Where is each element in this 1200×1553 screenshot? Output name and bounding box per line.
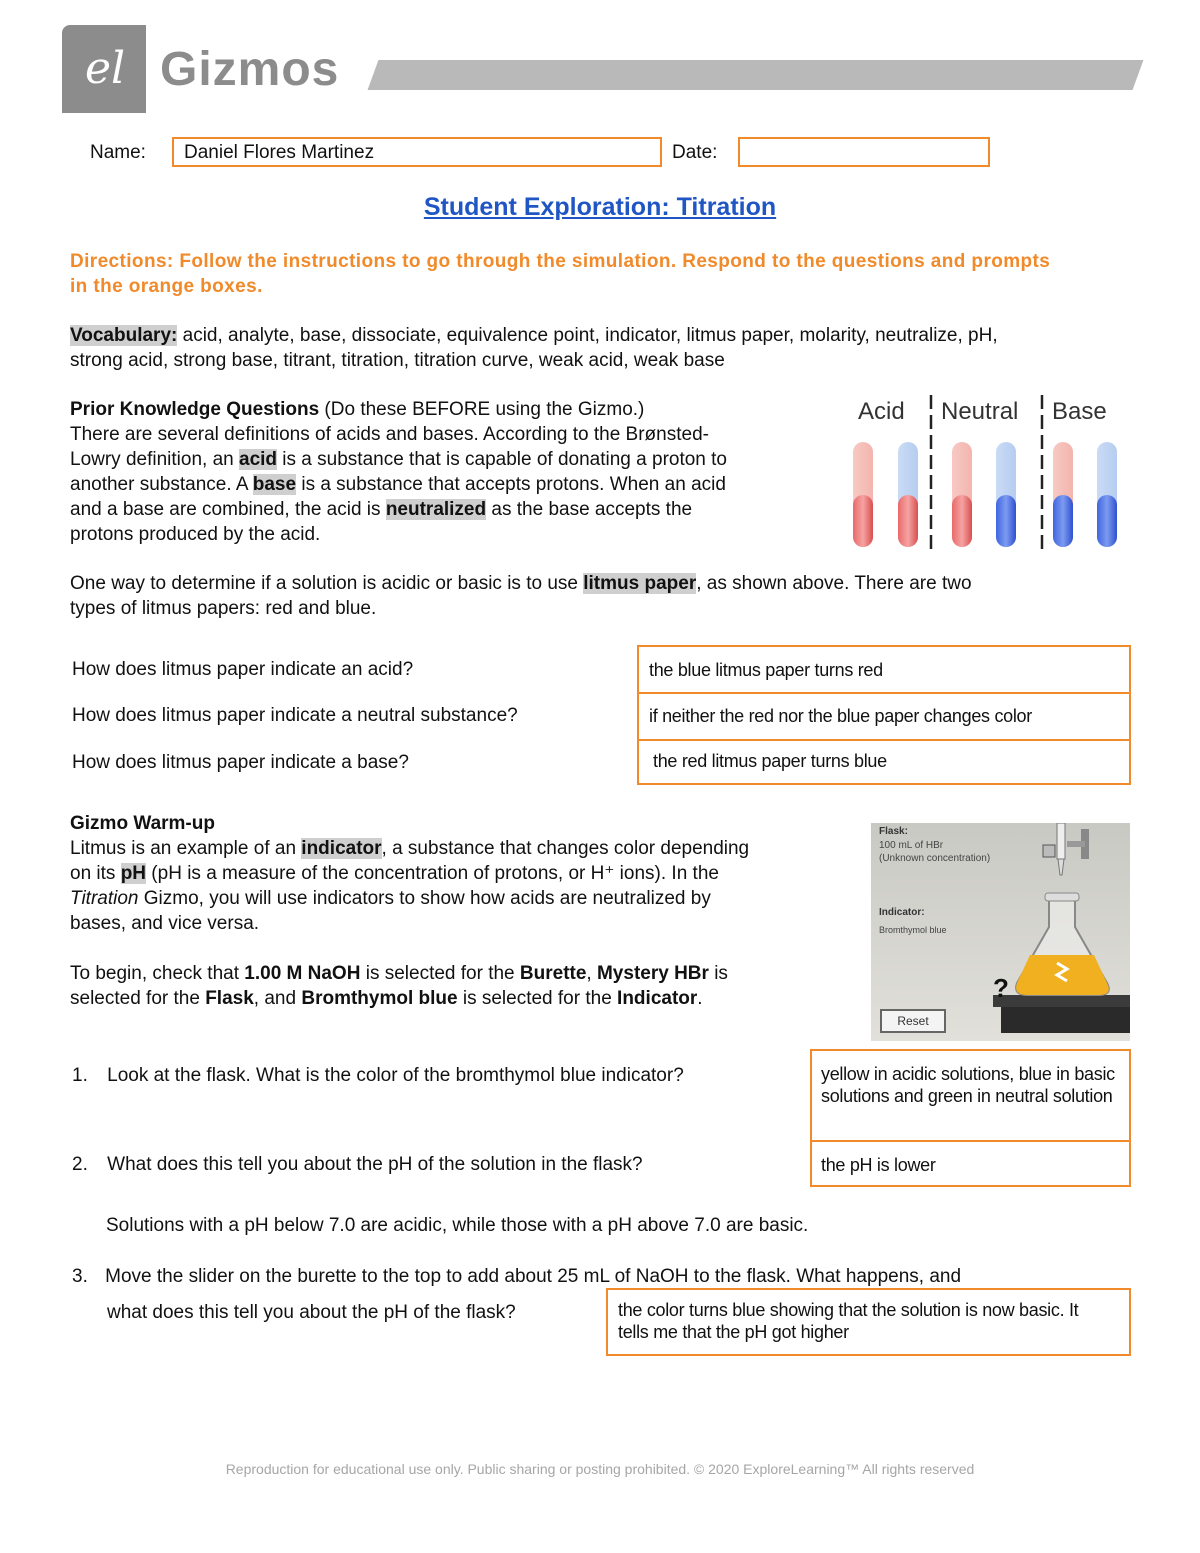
begin-line-2e: is selected for the	[457, 988, 618, 1009]
litmus-question-neutral: How does litmus paper indicate a neutral substance?	[72, 705, 518, 726]
answer-group-q1-q2	[810, 1049, 1131, 1187]
sim-flask-line-1: 100 mL of HBr	[879, 840, 944, 851]
sim-reset-button[interactable]: Reset	[880, 1009, 946, 1033]
litmus-line-1c: , as shown above. There are two	[696, 573, 972, 594]
litmus-tubes-image	[848, 390, 1124, 555]
begin-line-1e: ,	[586, 963, 597, 984]
warmup-block	[70, 811, 860, 1011]
date-label: Date:	[672, 142, 718, 163]
question-1-number: 1.	[72, 1065, 88, 1086]
stir-plate-top	[993, 995, 1130, 1007]
prior-line-2c: is a substance that is capable of donating a proton to	[277, 449, 728, 470]
titration-sim-image	[871, 823, 1130, 1041]
litmus-label-acid: Acid	[858, 398, 905, 425]
litmus-label-base: Base	[1052, 398, 1107, 425]
sim-question-mark: ?	[993, 973, 1009, 1003]
burette-stopcock	[1043, 845, 1055, 857]
term-acid: acid	[239, 449, 278, 470]
answer-litmus-acid[interactable]: the blue litmus paper turns red	[649, 660, 883, 680]
begin-line-2a: selected for the	[70, 988, 206, 1009]
litmus-paragraph	[70, 571, 1150, 621]
tube-neutral-red	[952, 442, 972, 547]
burette-tip	[1058, 859, 1064, 875]
name-label: Name:	[90, 142, 146, 163]
begin-flask: Flask	[205, 988, 254, 1009]
begin-naoh: 1.00 M NaOH	[244, 963, 361, 984]
prior-heading-note: (Do these BEFORE using the Gizmo.)	[319, 399, 645, 420]
begin-line-1c: is selected for the	[360, 963, 520, 984]
warmup-line-3b: Gizmo, you will use indicators to show how acids are neutralized by	[138, 888, 711, 909]
vocabulary-line-1: acid, analyte, base, dissociate, equivalence point, indicator, litmus paper, molarity, neutralize, pH,	[177, 325, 998, 346]
begin-line-1g: is	[708, 963, 728, 984]
page-title: Student Exploration: Titration	[423, 193, 777, 221]
term-neutralized: neutralized	[385, 499, 487, 520]
warmup-line-2a: on its	[70, 863, 121, 884]
question-2	[72, 1152, 643, 1177]
warmup-line-2c: (pH is a measure of the concentration of protons, or H⁺ ions). In the	[146, 863, 719, 884]
answer-litmus-base[interactable]: the red litmus paper turns blue	[653, 751, 887, 771]
flask-solution-yellow	[1016, 955, 1109, 995]
warmup-line-3a: Titration	[70, 888, 139, 909]
begin-burette: Burette	[519, 963, 587, 984]
prior-line-3c: is a substance that accepts protons. When an acid	[296, 474, 726, 495]
term-ph: pH	[120, 863, 147, 884]
answer-divider	[639, 692, 1129, 694]
vocabulary-block	[70, 323, 1150, 373]
question-3-text-line-1: Move the slider on the burette to the top to add about 25 mL of NaOH to the flask. What happens, and	[105, 1266, 962, 1287]
header-decor-bar	[368, 60, 1144, 90]
burette-tube	[1057, 823, 1065, 859]
term-litmus-paper: litmus paper	[583, 573, 697, 594]
vocabulary-label: Vocabulary:	[70, 325, 178, 346]
ph-note: Solutions with a pH below 7.0 are acidic, while those with a pH above 7.0 are basic.	[106, 1215, 809, 1236]
warmup-line-4: bases, and vice versa.	[70, 913, 260, 934]
term-indicator: indicator	[301, 838, 382, 859]
burette-clamp-arm	[1067, 841, 1085, 847]
term-base: base	[252, 474, 297, 495]
begin-bromthymol: Bromthymol blue	[301, 988, 458, 1009]
warmup-line-1a: Litmus is an example of an	[70, 838, 302, 859]
brand-wordmark: Gizmos	[160, 43, 340, 96]
litmus-question-acid: How does litmus paper indicate an acid?	[72, 659, 414, 680]
question-3-text-line-2: what does this tell you about the pH of the flask?	[107, 1302, 516, 1323]
begin-line-2c: , and	[253, 988, 302, 1009]
answer-litmus-neutral[interactable]: if neither the red nor the blue paper changes color	[649, 706, 1032, 726]
begin-line-1a: To begin, check that	[70, 963, 245, 984]
sim-indicator-label: Indicator:	[879, 907, 925, 918]
sim-indicator-value: Bromthymol blue	[879, 925, 947, 935]
litmus-answer-group	[637, 645, 1131, 785]
sim-flask-line-2: (Unknown concentration)	[879, 853, 991, 864]
prior-line-1: There are several definitions of acids and bases. According to the Brønsted-	[70, 424, 709, 445]
directions: Directions: Follow the instructions to go through the simulation. Respond to the questions and prompts in the orange boxes.	[70, 251, 1051, 297]
tube-base-red	[1053, 442, 1073, 547]
date-field[interactable]	[738, 137, 990, 167]
question-3-number: 3.	[72, 1266, 88, 1287]
footer-copyright: Reproduction for educational use only. Public sharing or posting prohibited. © 2020 ExploreLearning™ All rights reserved	[225, 1461, 975, 1477]
question-2-number: 2.	[72, 1154, 88, 1175]
tube-acid-blue	[898, 442, 918, 547]
answer-question-1[interactable]: yellow in acidic solutions, blue in basic solutions and green in neutral solution	[821, 1064, 1115, 1106]
prior-heading: Prior Knowledge Questions	[70, 399, 320, 420]
question-1	[72, 1063, 684, 1088]
litmus-label-neutral: Neutral	[941, 398, 1019, 425]
warmup-line-1c: , a substance that changes color depending	[381, 838, 750, 859]
flask-rim	[1045, 893, 1079, 901]
tube-base-blue	[1097, 442, 1117, 547]
litmus-line-2: types of litmus papers: red and blue.	[70, 598, 377, 619]
answer-divider	[812, 1140, 1129, 1142]
answer-question-3[interactable]: the color turns blue showing that the solution is now basic. It tells me that the pH got higher	[618, 1300, 1079, 1342]
question-3	[72, 1264, 961, 1289]
begin-line-2g: .	[697, 988, 703, 1009]
begin-hbr: Mystery HBr	[596, 963, 709, 984]
vocabulary-line-2: strong acid, strong base, titrant, titration, titration curve, weak acid, weak base	[70, 350, 725, 371]
answer-divider	[639, 739, 1129, 741]
prior-knowledge-block	[70, 397, 840, 547]
prior-line-5: protons produced by the acid.	[70, 524, 321, 545]
prior-line-2a: Lowry definition, an	[70, 449, 239, 470]
tube-neutral-blue	[996, 442, 1016, 547]
stir-plate	[1001, 1003, 1130, 1033]
brand-logo-glyph: el	[84, 43, 126, 94]
question-1-text: Look at the flask. What is the color of the bromthymol blue indicator?	[107, 1065, 684, 1086]
warmup-heading: Gizmo Warm-up	[70, 813, 215, 834]
prior-line-3a: another substance. A	[70, 474, 253, 495]
name-field[interactable]: Daniel Flores Martinez	[172, 137, 662, 167]
sim-flask-label: Flask:	[879, 826, 908, 837]
answer-question-3-box	[606, 1288, 1131, 1356]
begin-indicator: Indicator	[617, 988, 698, 1009]
prior-line-4c: as the base accepts the	[486, 499, 693, 520]
prior-line-4a: and a base are combined, the acid is	[70, 499, 386, 520]
litmus-tubes-drawing	[848, 390, 1124, 555]
litmus-question-base: How does litmus paper indicate a base?	[72, 752, 409, 773]
litmus-line-1a: One way to determine if a solution is acidic or basic is to use	[70, 573, 584, 594]
tube-acid-red	[853, 442, 873, 547]
answer-question-2[interactable]: the pH is lower	[821, 1155, 936, 1175]
question-2-text: What does this tell you about the pH of the solution in the flask?	[107, 1154, 643, 1175]
